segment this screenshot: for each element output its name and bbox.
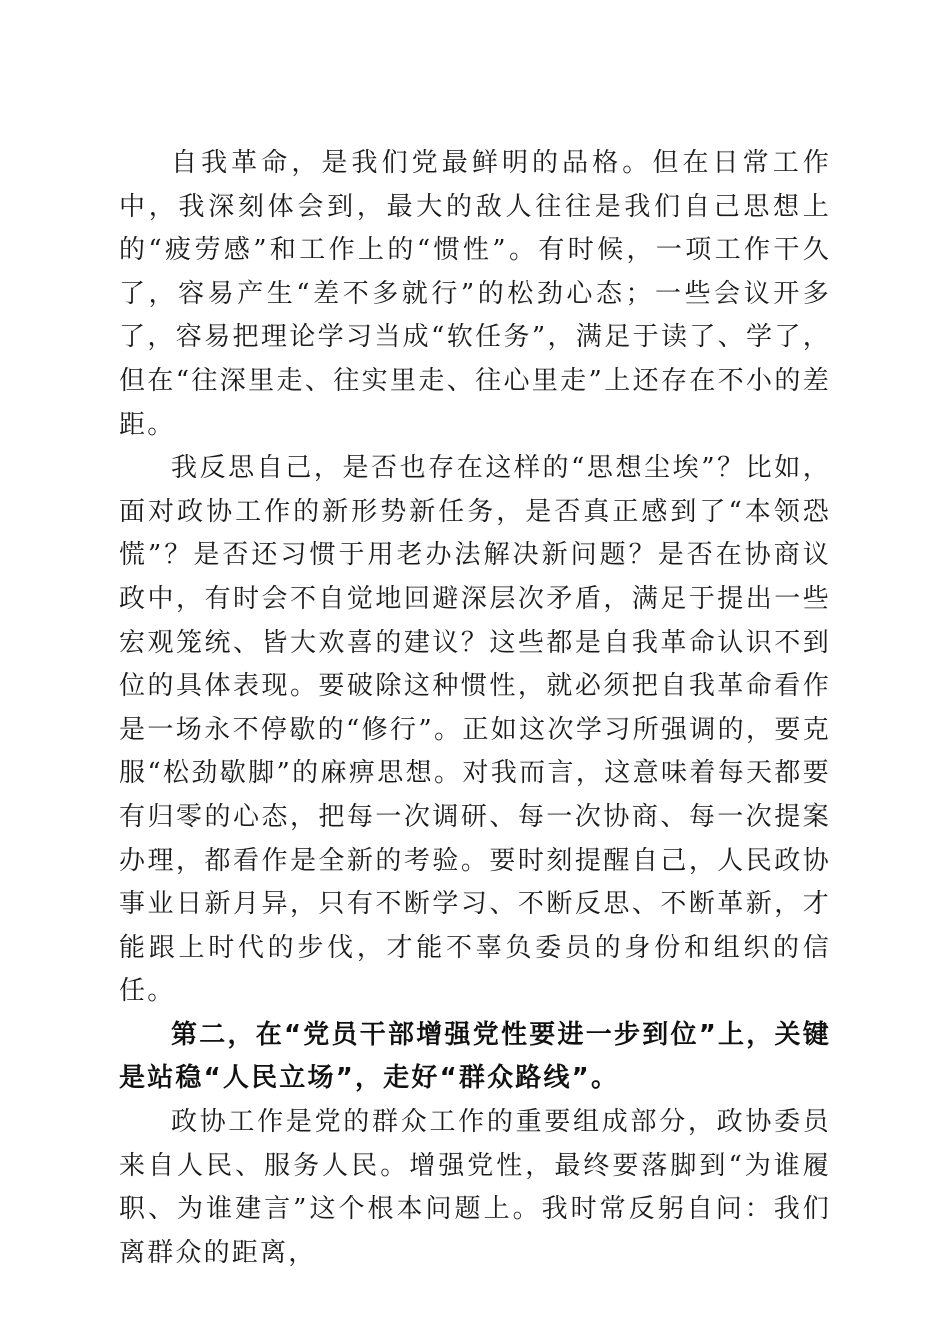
- document-body: [119, 142, 831, 1275]
- section-heading-second: 第二，在“党员干部增强党性要进一步到位”上，关键是站稳“人民立场”，走好“群众路线”。: [119, 1019, 831, 1094]
- paragraph-self-reflection: 我反思自己，是否也存在这样的“思想尘埃”？比如，面对政协工作的新形势新任务，是否真正感到了“本领恐慌”？是否还习惯于用老办法解决新问题？是否在协商议政中，有时会不自觉地回避深层次矛盾，满足于提出一些宏观笼统、皆大欢喜的建议？这些都是自我革命认识不到位的具体表现。要破除这种惯性，就必须把自我革命看作是一场永不停歇的“修行”。正如这次学习所强调的，要克服“松劲歇脚”的麻痹思想。对我而言，这意味着每天都要有归零的心态，把每一次调研、每一次协商、每一次提案办理，都看作是全新的考验。要时刻提醒自己，人民政协事业日新月异，只有不断学习、不断反思、不断革新，才能跟上时代的步伐，才能不辜负委员的身份和组织的信任。: [119, 453, 831, 1007]
- paragraph-self-revolution: 自我革命，是我们党最鲜明的品格。但在日常工作中，我深刻体会到，最大的敌人往往是我们自己思想上的“疲劳感”和工作上的“惯性”。有时候，一项工作干久了，容易产生“差不多就行”的松劲心态；一些会议开多了，容易把理论学习当成“软任务”，满足于读了、学了，但在“往深里走、往实里走、往心里走”上还存在不小的差距。: [119, 148, 831, 440]
- paragraph-cppcc-work: 政协工作是党的群众工作的重要组成部分，政协委员来自人民、服务人民。增强党性，最终要落脚到“为谁履职、为谁建言”这个根本问题上。我时常反躬自问：我们离群众的距离，: [119, 1107, 831, 1268]
